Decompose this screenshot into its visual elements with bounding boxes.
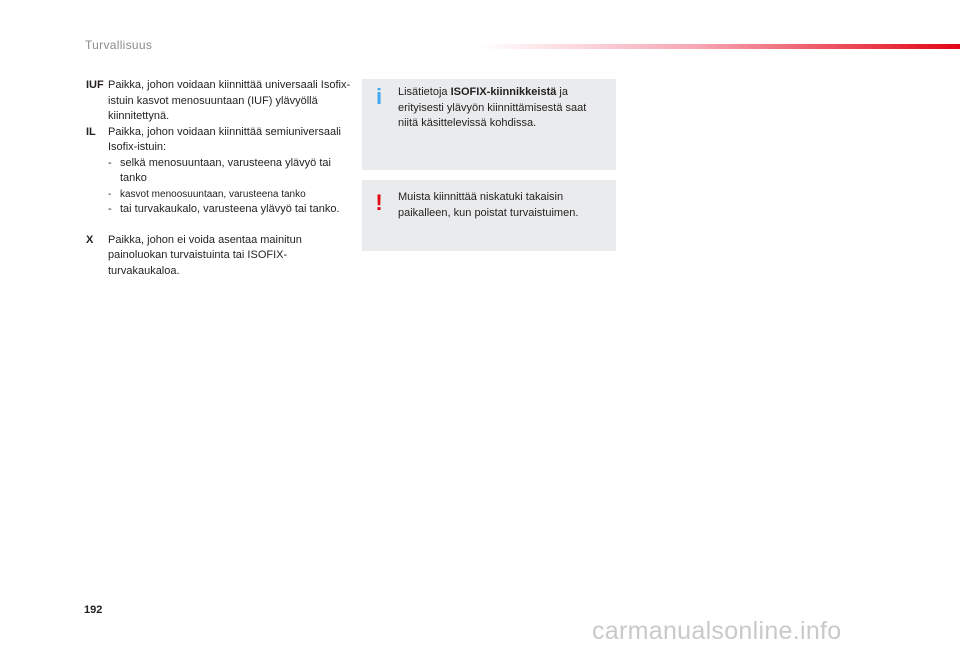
- definition-x: [86, 233, 356, 280]
- definition-abbr: IL: [86, 125, 96, 138]
- definition-abbr: IUF: [86, 79, 104, 91]
- warning-text: Muista kiinnittää niskatuki takaisin paikalleen, kun poistat turvaistuimen.: [398, 191, 579, 219]
- definition-text: Paikka, johon ei voida asentaa mainitun painoluokan turvaistuinta tai ISOFIX-turvakaukaloa.: [108, 233, 302, 277]
- info-link-text: ISOFIX-kiinnikkeistä: [450, 86, 557, 98]
- watermark: carmanualsonline.info: [592, 617, 842, 645]
- definition-text: Paikka, johon voidaan kiinnittää semiuniversaali Isofix-istuin:: [108, 125, 341, 153]
- info-text: Lisätietoja ISOFIX-kiinnikkeistä ja erityisesti ylävyön kiinnittämisestä saat niitä käsittelevissä kohdissa.: [398, 86, 587, 129]
- seat-position-legend: [86, 78, 356, 279]
- page-number: 192: [84, 604, 103, 616]
- warning-box: [362, 180, 616, 251]
- definition-abbr: X: [86, 233, 94, 246]
- definition-il: [86, 125, 356, 218]
- warning-icon: !: [375, 190, 383, 215]
- list-item: - tai turvakaukalo, varusteena ylävyö tai tanko.: [108, 202, 356, 218]
- info-icon: i: [375, 84, 383, 109]
- list-item: - kasvot menoosuuntaan, varusteena tanko: [108, 187, 356, 203]
- section-title: Turvallisuus: [85, 38, 153, 52]
- definition-iuf: [86, 78, 356, 125]
- definition-options: [108, 156, 356, 218]
- info-box: [362, 79, 616, 170]
- header-accent-bar: [480, 44, 960, 49]
- definition-text: Paikka, johon voidaan kiinnittää universaali Isofix-istuin kasvot menosuuntaan (IUF) ylävyöllä kiinnitettynä.: [108, 79, 351, 122]
- list-item: - selkä menosuuntaan, varusteena ylävyö tai tanko: [108, 156, 356, 187]
